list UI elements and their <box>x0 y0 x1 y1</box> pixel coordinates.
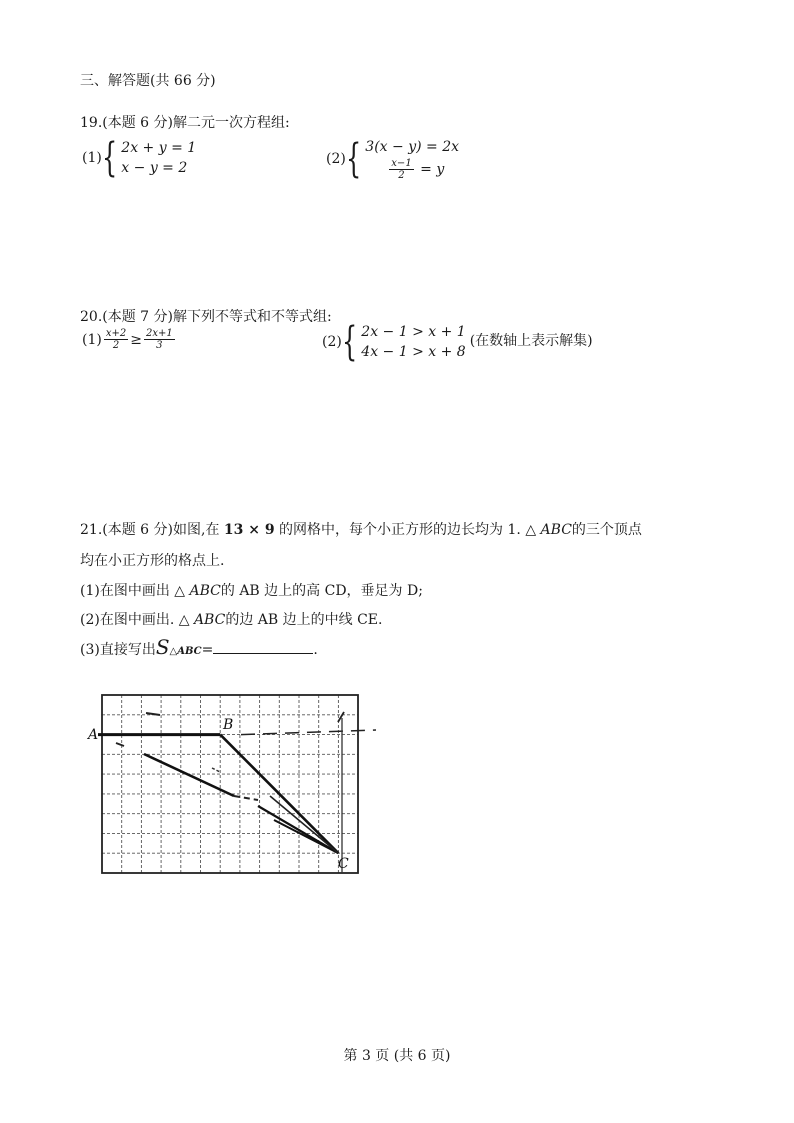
q21-line1-text-a: 21.(本题 6 分)如图,在 <box>80 522 224 538</box>
brace-icon: { <box>101 135 118 181</box>
q19-part2-eq2-rest: = y <box>420 161 445 178</box>
q20-part1-right-num: 2x+1 <box>145 328 173 339</box>
q20-part2-eq2: 4x − 1 > x + 8 <box>361 344 466 360</box>
q21-item3 <box>80 635 318 659</box>
q21-item2-text-a: (2)在图中画出. <box>80 612 179 628</box>
q21-item1-text-b: 的 AB 边上的高 CD，垂足为 D; <box>220 583 423 599</box>
page-footer: 第 3 页 (共 6 页) <box>343 1048 451 1064</box>
q21-triangle-abc: △ ABC <box>178 612 226 628</box>
q21-area-eq: = <box>201 642 214 658</box>
dashed-segment <box>234 796 258 800</box>
q20-part1 <box>82 328 177 351</box>
q19-part1-eq1: 2x + y = 1 <box>121 140 197 156</box>
q20-part2-eq1: 2x − 1 > x + 1 <box>361 324 466 340</box>
q21-line1 <box>80 519 642 539</box>
section-title: 三、解答题(共 66 分) <box>80 73 216 89</box>
q21-item3-text-a: (3)直接写出 <box>80 642 156 658</box>
q21-grid-size: 13 × 9 <box>223 522 275 538</box>
q20-part1-label: (1) <box>82 331 102 348</box>
q19-part2-eq1: 3(x − y) = 2x <box>365 139 459 155</box>
q21-line1-text-c: 的三个顶点 <box>571 522 642 538</box>
q20-title: 20.(本题 7 分)解下列不等式和不等式组: <box>80 309 332 325</box>
pencil-mark-3 <box>116 743 124 746</box>
pencil-mark <box>338 712 344 722</box>
brace-icon: { <box>345 135 362 182</box>
answer-blank[interactable] <box>213 641 313 654</box>
q20-part1-right-den: 3 <box>156 340 163 351</box>
q21-item2-text-b: 的边 AB 边上的中线 CE. <box>225 612 383 628</box>
q19-part1-eq2: x − y = 2 <box>121 160 188 176</box>
q19-part1-label: (1) <box>82 150 102 166</box>
q19-title: 19.(本题 6 分)解二元一次方程组: <box>80 115 290 131</box>
label-b: B <box>223 717 234 733</box>
q20-part1-left-num: x+2 <box>105 328 127 339</box>
q19-part2-eq2 <box>365 158 459 181</box>
label-a: A <box>88 727 99 743</box>
q21-triangle-abc: △ ABC <box>525 522 572 538</box>
q20-part1-left-den: 2 <box>112 340 120 351</box>
segment-to-c-3 <box>270 796 338 853</box>
q19-part2-frac-den: 2 <box>398 170 405 181</box>
ab-extension-line <box>241 730 376 735</box>
q21-item1 <box>80 580 423 600</box>
q21-line1-text-b: 的网格中，每个小正方形的边长均为 1. <box>274 522 526 538</box>
q21-area-symbol: S <box>155 635 170 659</box>
grid-figure <box>86 688 376 883</box>
q21-triangle-abc: △ ABC <box>174 583 221 599</box>
q20-part1-op: ≥ <box>130 331 142 348</box>
q19-part2-label: (2) <box>326 150 346 167</box>
pencil-mark-4 <box>212 768 220 772</box>
q21-line2: 均在小正方形的格点上. <box>80 553 225 569</box>
q20-part2 <box>322 319 593 365</box>
q20-part2-note: (在数轴上表示解集) <box>469 333 593 349</box>
segment-to-c-2 <box>274 820 338 853</box>
q21-item3-end: . <box>313 642 318 658</box>
q21-area-subscript: △ABC <box>169 646 202 657</box>
q19-part2-frac-num: x−1 <box>391 158 412 169</box>
q21-item1-text-a: (1)在图中画出 <box>80 583 175 599</box>
q21-item2 <box>80 609 382 629</box>
q19-part1 <box>82 135 197 181</box>
q19-part2 <box>326 136 459 181</box>
label-c: C <box>338 856 349 872</box>
brace-icon: { <box>341 319 358 365</box>
q20-part2-label: (2) <box>322 334 342 350</box>
